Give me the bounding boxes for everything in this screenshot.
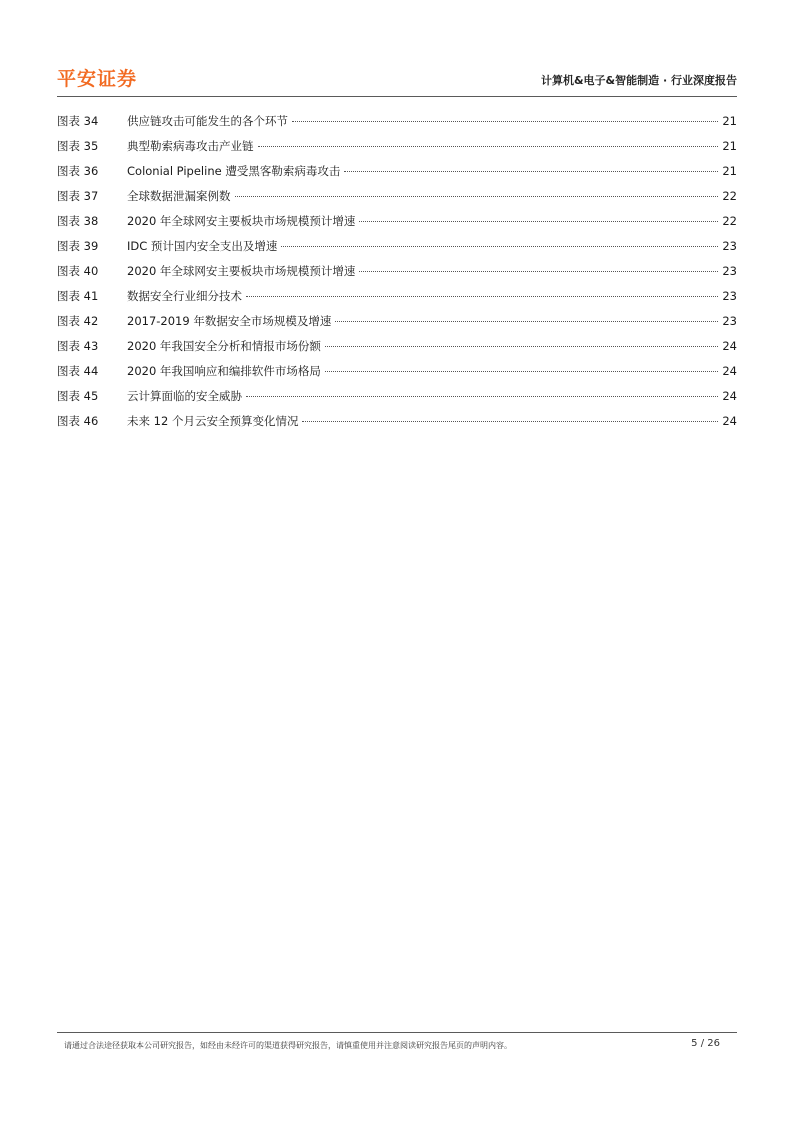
footer-disclaimer: 请通过合法途径获取本公司研究报告，如经由未经许可的渠道获得研究报告，请慎重使用并注意阅读研究报告尾页的声明内容。 — [64, 1041, 512, 1050]
toc-entry[interactable] — [57, 288, 737, 313]
dot-leader — [235, 196, 719, 197]
figure-title[interactable]: 2020 年我国安全分析和情报市场份额 — [127, 339, 321, 353]
toc-entry[interactable] — [57, 313, 737, 338]
page-number[interactable]: 24 — [722, 414, 737, 428]
page-number[interactable]: 23 — [722, 289, 737, 303]
figure-title[interactable]: 数据安全行业细分技术 — [127, 289, 242, 303]
toc-entry[interactable] — [57, 188, 737, 213]
figure-label: 图表 36 — [57, 164, 99, 178]
dot-leader — [246, 296, 718, 297]
figure-title[interactable]: 典型勒索病毒攻击产业链 — [127, 139, 254, 153]
dot-leader — [325, 371, 718, 372]
dot-leader — [335, 321, 718, 322]
page-number[interactable]: 22 — [722, 214, 737, 228]
company-logo: 平安证券 — [57, 68, 138, 90]
dot-leader — [246, 396, 718, 397]
page-number[interactable]: 21 — [722, 139, 737, 153]
dot-leader — [302, 421, 718, 422]
toc-entry[interactable] — [57, 388, 737, 413]
page-number[interactable]: 21 — [722, 114, 737, 128]
dot-leader — [281, 246, 718, 247]
report-type-label: 计算机&电子&智能制造 · 行业深度报告 — [540, 74, 737, 87]
figure-title[interactable]: 2020 年全球网安主要板块市场规模预计增速 — [127, 264, 356, 278]
figure-title[interactable]: 未来 12 个月云安全预算变化情况 — [127, 414, 299, 428]
footer-divider — [57, 1032, 737, 1033]
dot-leader — [258, 146, 719, 147]
figure-title[interactable]: 2020 年全球网安主要板块市场规模预计增速 — [127, 214, 356, 228]
figure-title[interactable]: Colonial Pipeline 遭受黑客勒索病毒攻击 — [127, 164, 341, 178]
figure-label: 图表 40 — [57, 264, 99, 278]
toc-entry[interactable] — [57, 363, 737, 388]
toc-entry[interactable] — [57, 338, 737, 363]
figure-index — [57, 113, 737, 438]
figure-label: 图表 38 — [57, 214, 99, 228]
page-number[interactable]: 23 — [722, 239, 737, 253]
figure-label: 图表 46 — [57, 414, 99, 428]
page-number[interactable]: 23 — [722, 264, 737, 278]
figure-title[interactable]: 云计算面临的安全威胁 — [127, 389, 242, 403]
figure-title[interactable]: 2020 年我国响应和编排软件市场格局 — [127, 364, 321, 378]
page-number[interactable]: 24 — [722, 339, 737, 353]
toc-entry[interactable] — [57, 163, 737, 188]
toc-entry[interactable] — [57, 138, 737, 163]
dot-leader — [359, 271, 718, 272]
figure-label: 图表 35 — [57, 139, 99, 153]
footer-page-number: 5 / 26 — [691, 1038, 720, 1049]
figure-label: 图表 43 — [57, 339, 99, 353]
figure-label: 图表 41 — [57, 289, 99, 303]
dot-leader — [325, 346, 718, 347]
figure-title[interactable]: 2017-2019 年数据安全市场规模及增速 — [127, 314, 332, 328]
figure-title[interactable]: 全球数据泄漏案例数 — [127, 189, 231, 203]
page-number[interactable]: 23 — [722, 314, 737, 328]
figure-label: 图表 45 — [57, 389, 99, 403]
figure-title[interactable]: IDC 预计国内安全支出及增速 — [127, 239, 278, 253]
figure-label: 图表 39 — [57, 239, 99, 253]
toc-entry[interactable] — [57, 113, 737, 138]
page-number[interactable]: 22 — [722, 189, 737, 203]
page-number[interactable]: 24 — [722, 389, 737, 403]
page-number[interactable]: 24 — [722, 364, 737, 378]
page-header — [57, 64, 737, 96]
figure-label: 图表 42 — [57, 314, 99, 328]
toc-entry[interactable] — [57, 238, 737, 263]
figure-label: 图表 34 — [57, 114, 99, 128]
toc-entry[interactable] — [57, 213, 737, 238]
figure-label: 图表 37 — [57, 189, 99, 203]
toc-entry[interactable] — [57, 413, 737, 438]
figure-title[interactable]: 供应链攻击可能发生的各个环节 — [127, 114, 288, 128]
dot-leader — [292, 121, 718, 122]
header-divider — [57, 96, 737, 97]
dot-leader — [344, 171, 718, 172]
figure-label: 图表 44 — [57, 364, 99, 378]
dot-leader — [359, 221, 718, 222]
toc-entry[interactable] — [57, 263, 737, 288]
page-number[interactable]: 21 — [722, 164, 737, 178]
